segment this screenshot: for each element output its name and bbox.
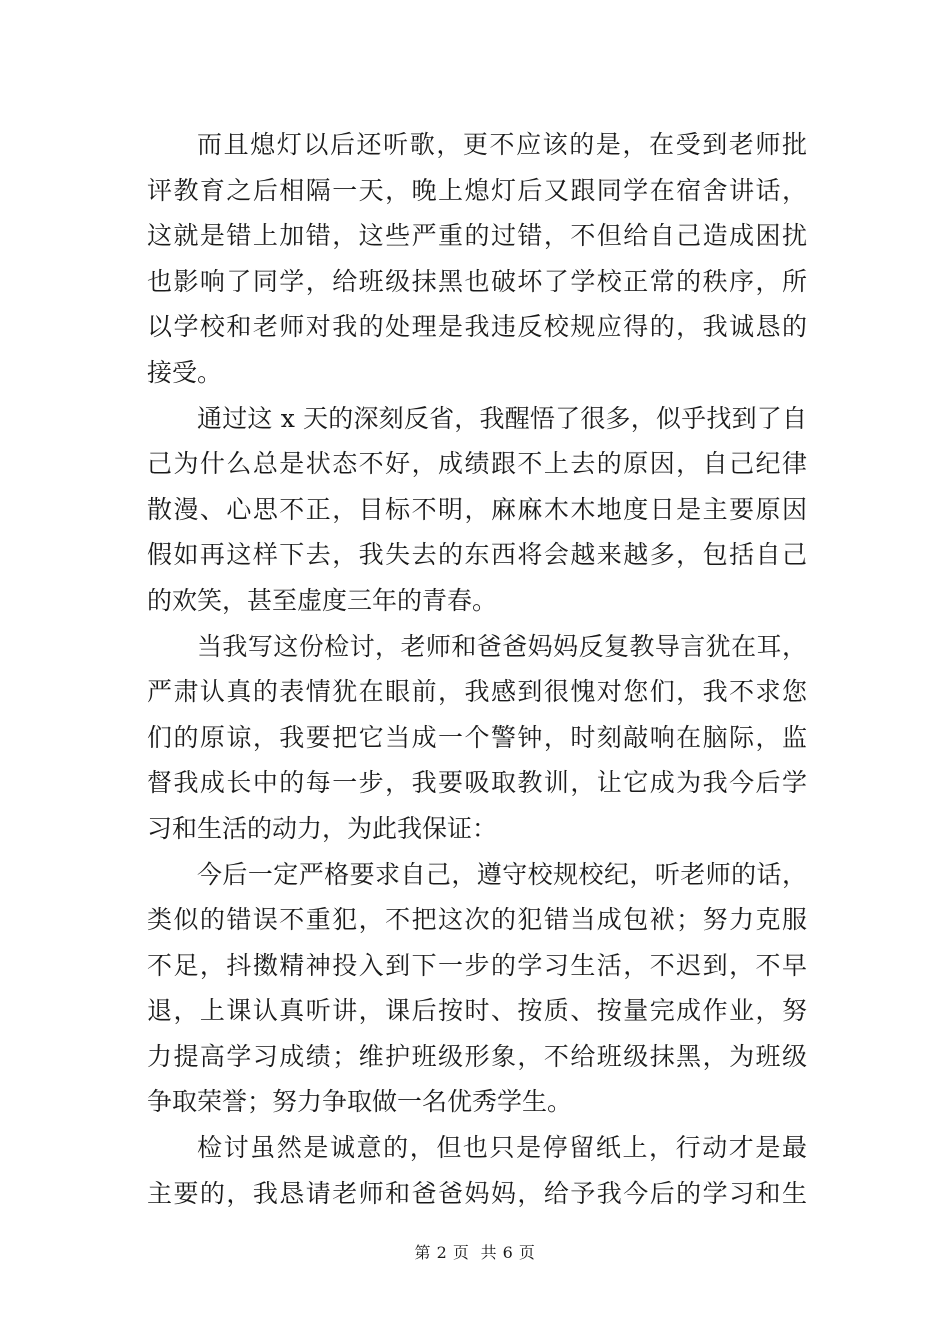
document-body [147,122,807,1216]
paragraph-line: 通过这 x 天的深刻反省，我醒悟了很多，似乎找到了自 [197,403,807,433]
paragraph-line: 们的原谅，我要把它当成一个警钟，时刻敲响在脑际，监 [147,722,807,752]
paragraph [147,396,807,624]
paragraph-line: 严肃认真的表情犹在眼前，我感到很愧对您们，我不求您 [147,677,807,707]
paragraph-line: 己为什么总是状态不好，成绩跟不上去的原因，自己纪律 [147,449,807,479]
paragraph [147,122,807,396]
paragraph-line: 假如再这样下去，我失去的东西将会越来越多，包括自己 [147,540,807,570]
paragraph-line: 评教育之后相隔一天，晚上熄灯后又跟同学在宿舍讲话， [147,175,807,205]
paragraph [147,624,807,852]
paragraph-line: 今后一定严格要求自己，遵守校规校纪，听老师的话， [197,859,807,889]
paragraph-line: 也影响了同学，给班级抹黑也破坏了学校正常的秩序，所 [147,266,807,296]
paragraph [147,1125,807,1216]
paragraph-line: 以学校和老师对我的处理是我违反校规应得的，我诚恳的 [147,312,807,342]
paragraph [147,852,807,1126]
paragraph-line: 退，上课认真听讲，课后按时、按质、按量完成作业，努 [147,996,807,1026]
paragraph-line: 类似的错误不重犯，不把这次的犯错当成包袱；努力克服 [147,905,807,935]
paragraph-line: 而且熄灯以后还听歌，更不应该的是，在受到老师批 [197,130,807,159]
paragraph-line: 力提高学习成绩；维护班级形象，不给班级抹黑，为班级 [147,1041,807,1071]
paragraph-line: 当我写这份检讨，老师和爸爸妈妈反复教导言犹在耳， [197,631,807,661]
paragraph-line: 不足，抖擞精神投入到下一步的学习生活，不迟到，不早 [147,950,807,980]
paragraph-line: 督我成长中的每一步，我要吸取教训，让它成为我今后学 [147,768,807,798]
paragraph-line: 争取荣誉；努力争取做一名优秀学生。 [147,1087,573,1117]
paragraph-line: 习和生活的动力，为此我保证： [147,813,498,843]
paragraph-line: 检讨虽然是诚意的，但也只是停留纸上，行动才是最 [197,1133,807,1163]
paragraph-line: 的欢笑，甚至虚度三年的青春。 [147,585,498,615]
page-number-label: 第 2 页 共 6 页 [414,1243,536,1262]
paragraph-line: 主要的，我恳请老师和爸爸妈妈，给予我今后的学习和生 [147,1178,807,1208]
paragraph-line: 接受。 [147,357,223,387]
paragraph-line: 散漫、心思不正，目标不明，麻麻木木地度日是主要原因 [147,494,807,524]
paragraph-line: 这就是错上加错，这些严重的过错，不但给自己造成困扰 [147,221,807,251]
page-footer [0,1240,950,1263]
